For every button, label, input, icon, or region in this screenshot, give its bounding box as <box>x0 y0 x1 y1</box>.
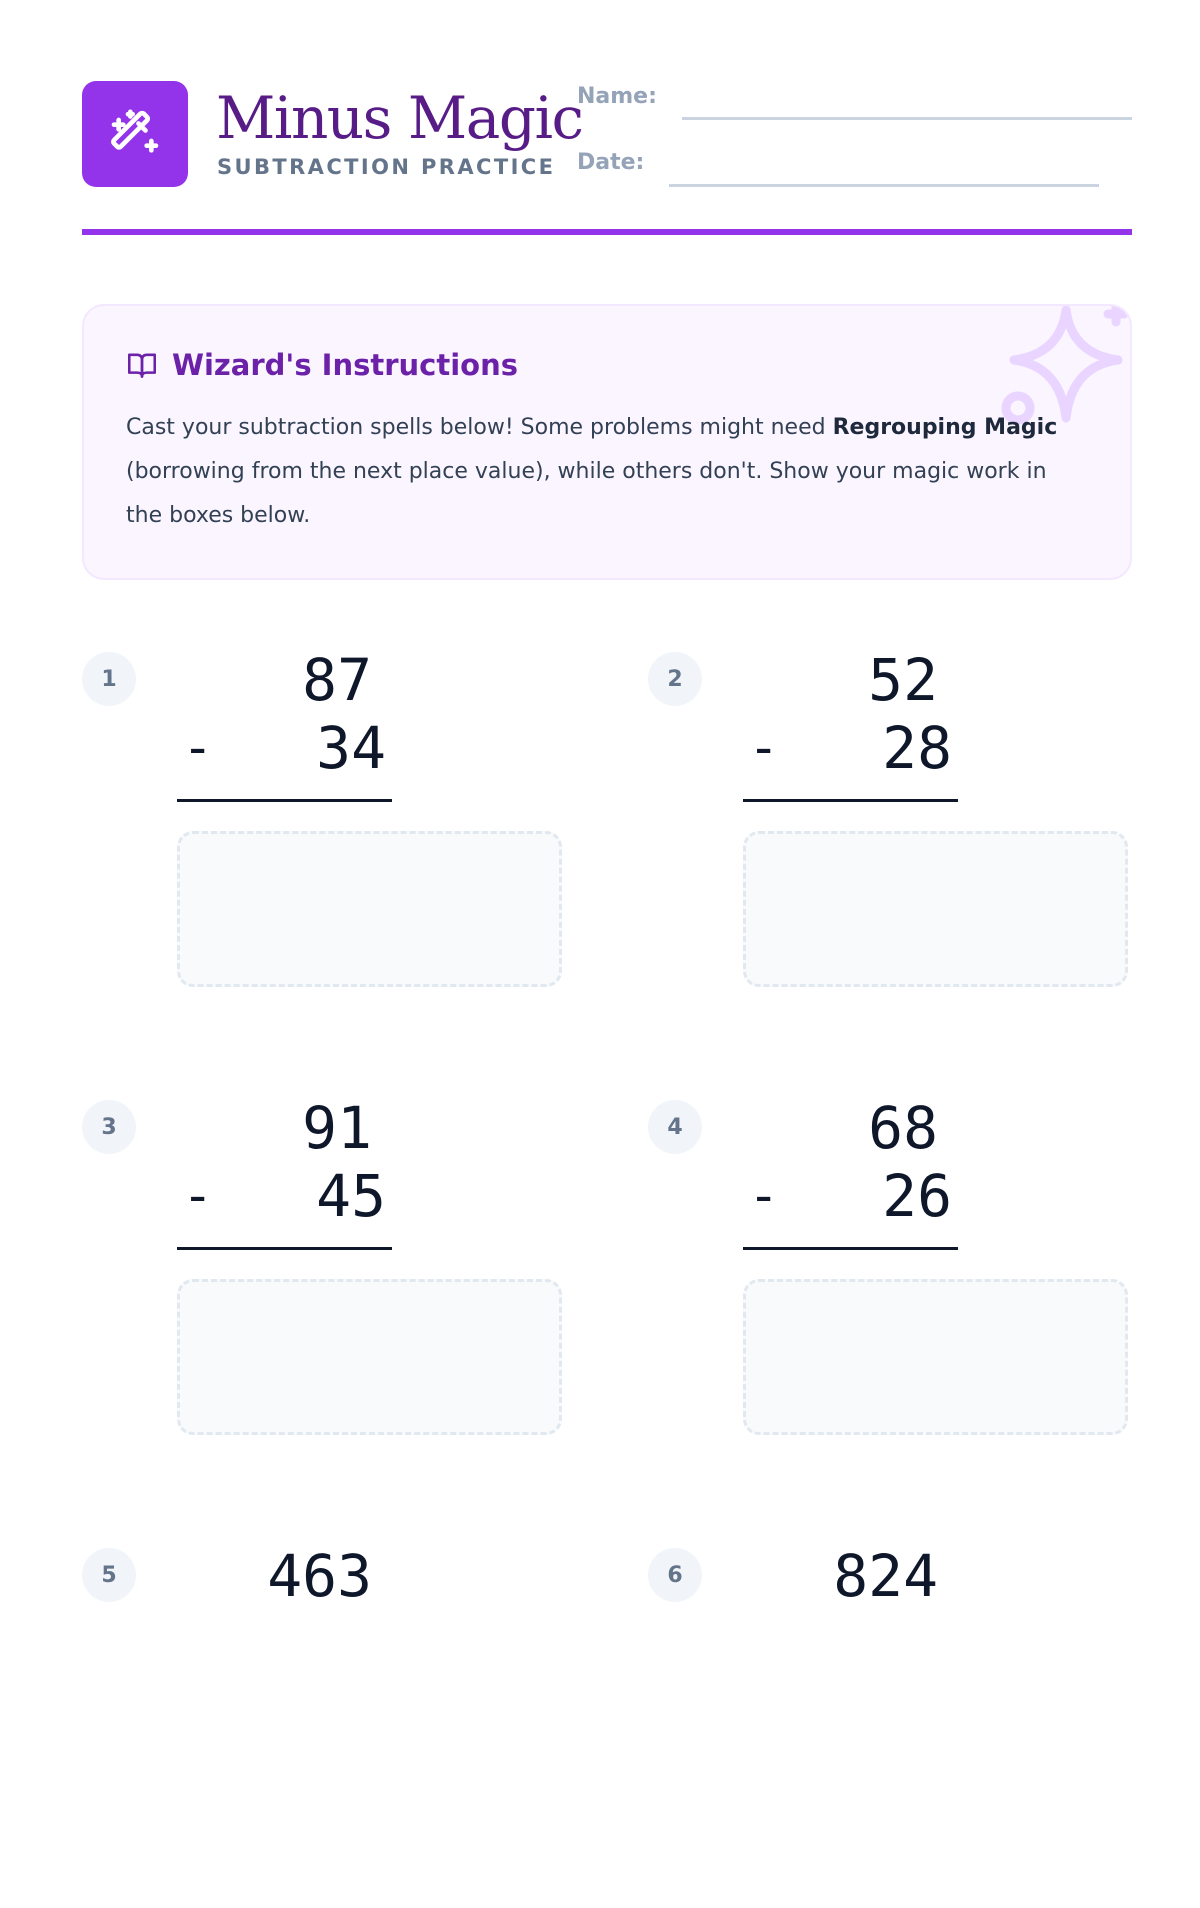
problem-number-badge: 5 <box>82 1548 136 1602</box>
minuend: 68 <box>868 1094 938 1162</box>
answer-box[interactable] <box>177 831 562 987</box>
answer-line <box>743 1247 958 1250</box>
instructions-text-part: Cast your subtraction spells below! Some problems might need <box>126 415 833 440</box>
problem-number-badge: 2 <box>648 652 702 706</box>
worksheet-page <box>80 0 1130 1610</box>
problem-number-badge: 4 <box>648 1100 702 1154</box>
answer-line <box>177 799 392 802</box>
name-label: Name: <box>577 84 657 109</box>
minuend: 824 <box>833 1542 938 1610</box>
instructions-panel <box>82 304 1132 580</box>
minus-sign: - <box>182 1166 214 1226</box>
instructions-heading <box>126 348 518 382</box>
worksheet-subtitle: SUBTRACTION PRACTICE <box>217 155 556 179</box>
magic-wand-icon <box>107 106 163 162</box>
minuend: 463 <box>267 1542 372 1610</box>
instructions-text-part: (borrowing from the next place value), while others don't. Show your magic work in the boxes below. <box>126 459 1047 528</box>
subtrahend: 34 <box>316 714 386 782</box>
date-field[interactable] <box>669 184 1099 187</box>
date-label: Date: <box>577 150 645 175</box>
problem-number-badge: 6 <box>648 1548 702 1602</box>
name-field[interactable] <box>682 117 1132 120</box>
problem-card <box>82 646 562 1012</box>
subtrahend: 28 <box>882 714 952 782</box>
problem-card <box>648 1542 1128 1908</box>
instructions-text-bold: Regrouping Magic <box>832 415 1058 440</box>
instructions-text <box>126 406 1061 538</box>
book-icon <box>126 351 158 379</box>
problem-card <box>82 1542 562 1908</box>
subtrahend: 45 <box>316 1162 386 1230</box>
subtrahend: 26 <box>882 1162 952 1230</box>
header-divider <box>82 229 1132 235</box>
problem-number-badge: 3 <box>82 1100 136 1154</box>
logo <box>82 81 188 187</box>
problem-card <box>648 646 1128 1012</box>
answer-box[interactable] <box>177 1279 562 1435</box>
problem-number-badge: 1 <box>82 652 136 706</box>
answer-line <box>177 1247 392 1250</box>
answer-box[interactable] <box>743 1279 1128 1435</box>
problem-card <box>648 1094 1128 1460</box>
minuend: 52 <box>868 646 938 714</box>
minuend: 87 <box>302 646 372 714</box>
answer-line <box>743 799 958 802</box>
minuend: 91 <box>302 1094 372 1162</box>
answer-box[interactable] <box>743 831 1128 987</box>
minus-sign: - <box>182 718 214 778</box>
problem-card <box>82 1094 562 1460</box>
worksheet-title: Minus Magic <box>216 84 583 152</box>
instructions-title: Wizard's Instructions <box>172 348 519 382</box>
minus-sign: - <box>748 1166 780 1226</box>
minus-sign: - <box>748 718 780 778</box>
